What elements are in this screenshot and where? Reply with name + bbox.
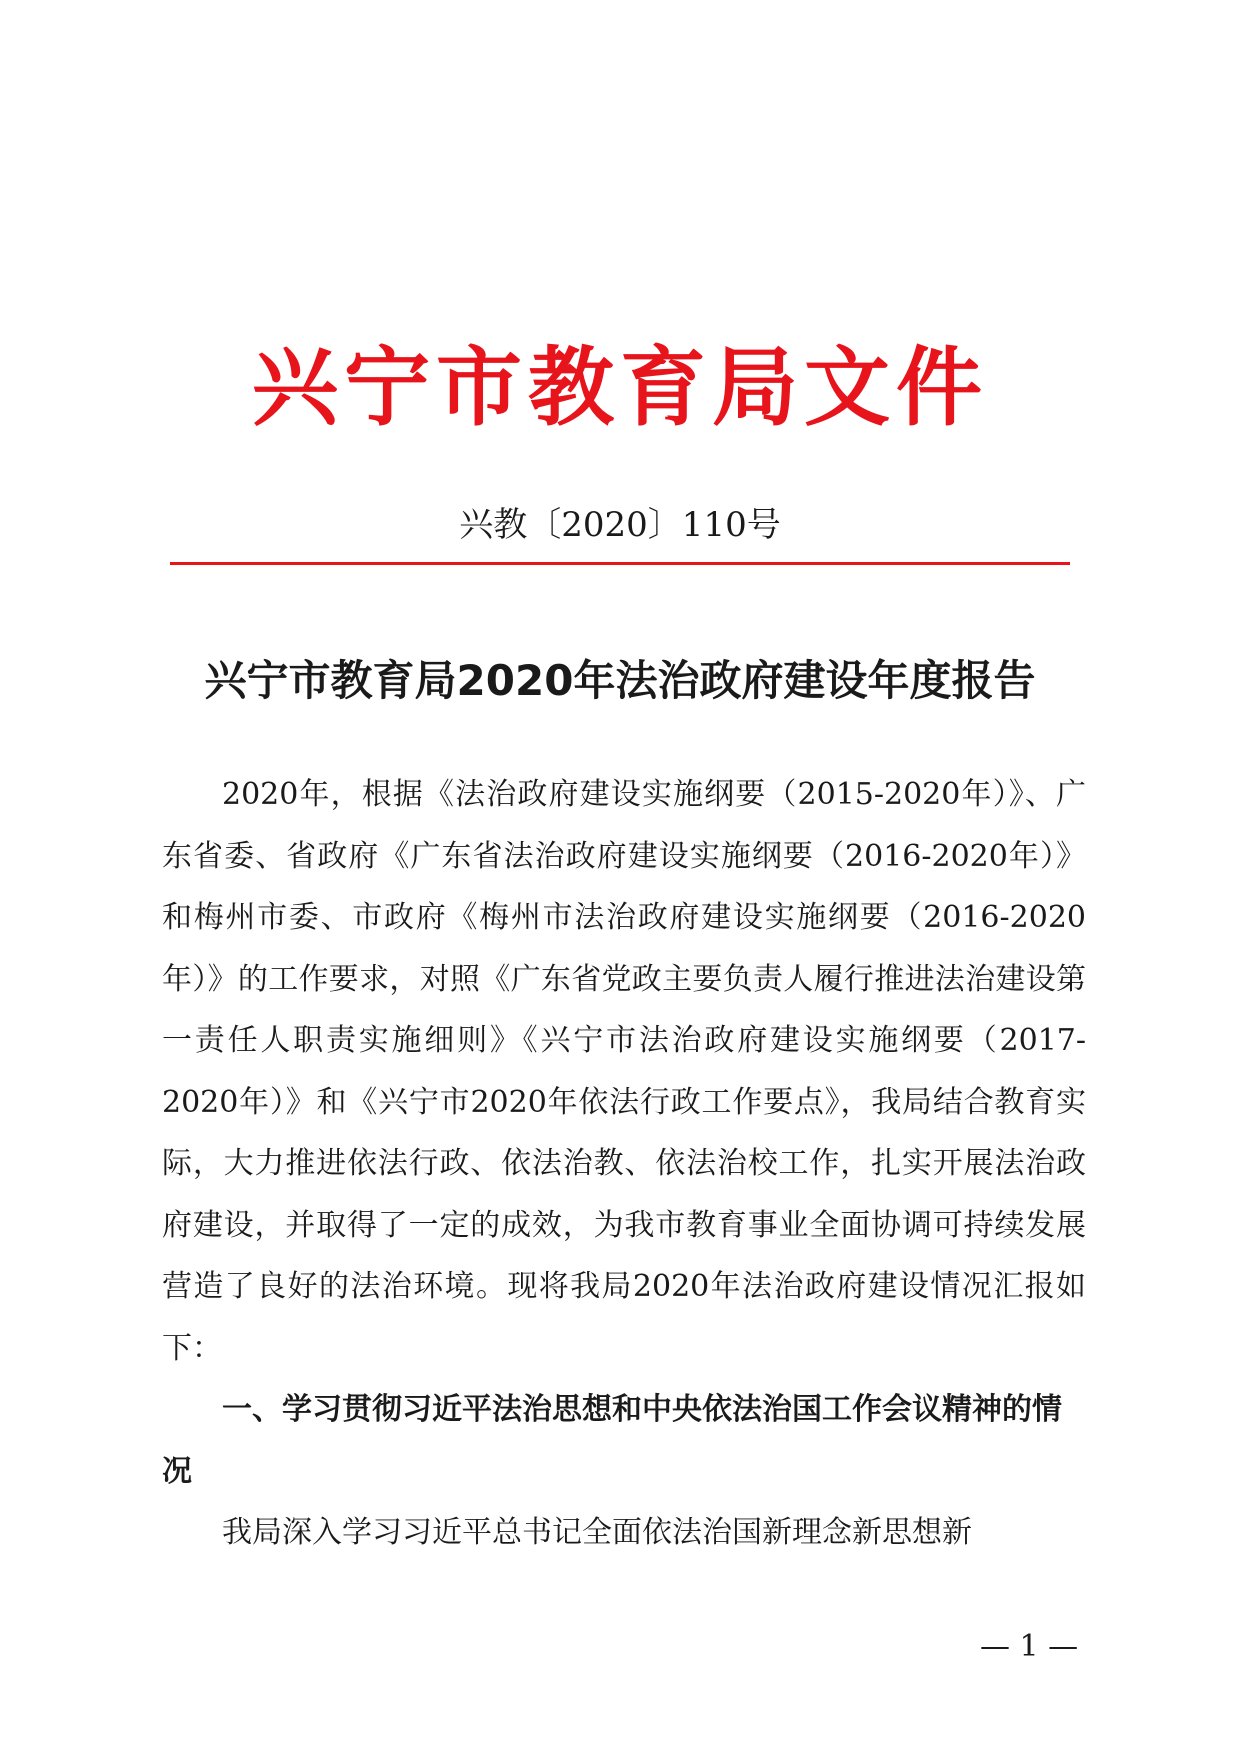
page-number: — 1 — xyxy=(980,1629,1079,1664)
document-number: 兴教〔2020〕110号 xyxy=(459,505,781,545)
section-1-heading: 一、学习贯彻习近平法治思想和中央依法治国工作会议精神的情况 xyxy=(162,1392,1062,1489)
report-body xyxy=(162,764,1086,1564)
section-1-paragraph: 我局深入学习习近平总书记全面依法治国新理念新思想新 xyxy=(222,1515,972,1550)
intro-paragraph: 2020年，根据《法治政府建设实施纲要（2015-2020年）》、广东省委、省政府《广东省法治政府建设实施纲要（2016-2020年）》和梅州市委、市政府《梅州市法治政府建设实施纲要（2016-2020年）》的工作要求，对照《广东省党政主要负责人履行推进法治建设第一责任人职责实施细则》《兴宁市法治政府建设实施纲要（2017-2020年）》和《兴宁市2020年依法行政工作要点》，我局结合教育实际，大力推进依法行政、依法治教、依法治校工作，扎实开展法治政府建设，并取得了一定的成效，为我市教育事业全面协调可持续发展营造了良好的法治环境。现将我局2020年法治政府建设情况汇报如下： xyxy=(162,777,1086,1366)
report-title: 兴宁市教育局2020年法治政府建设年度报告 xyxy=(204,656,1036,705)
issuer-header: 兴宁市教育局文件 xyxy=(252,338,988,438)
red-separator-line xyxy=(170,562,1070,565)
